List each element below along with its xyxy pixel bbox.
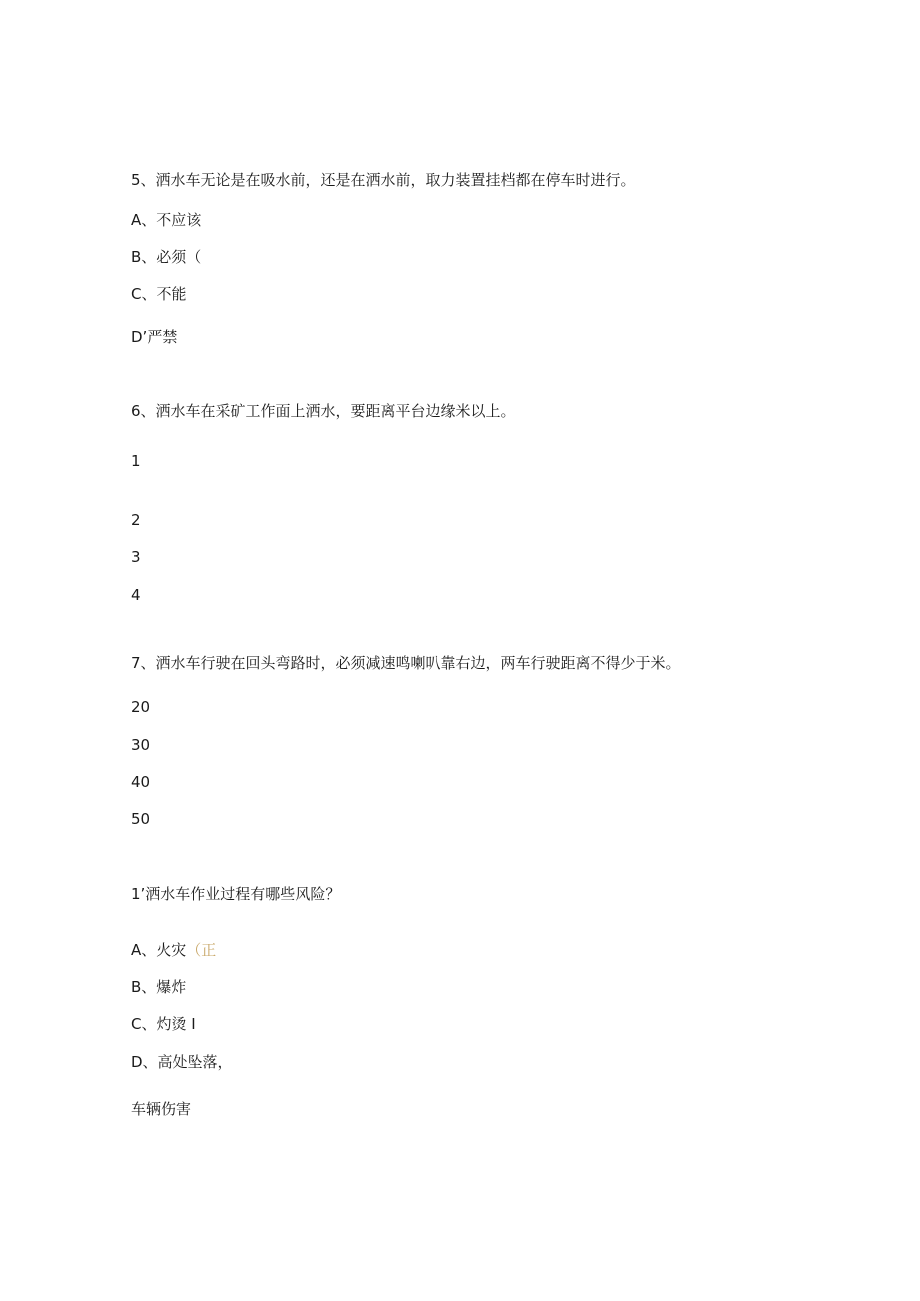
option-a (131, 940, 216, 960)
option-b: B、爆炸 (131, 978, 187, 996)
option-30: 30 (131, 736, 151, 754)
option-2: 2 (131, 511, 141, 529)
option-c: C、不能 (131, 285, 187, 303)
option-40: 40 (131, 773, 151, 791)
option-50: 50 (131, 810, 151, 828)
answer-mark: （正 (186, 941, 217, 959)
option-a-text: A、火灾 (131, 941, 187, 959)
question-text: 5、洒水车无论是在吸水前，还是在洒水前，取力装置挂档都在停车时进行。 (131, 171, 636, 189)
option-e: 车辆伤害 (131, 1100, 192, 1118)
option-d: D、高处坠落， (131, 1053, 233, 1071)
option-20: 20 (131, 698, 151, 716)
option-1: 1 (131, 452, 141, 470)
question-text: 6、洒水车在采矿工作面上洒水，要距离平台边缘米以上。 (131, 402, 516, 420)
question-text: 1’洒水车作业过程有哪些风险？ (131, 885, 341, 903)
option-c: C、灼烫 I (131, 1015, 196, 1033)
option-3: 3 (131, 548, 141, 566)
question-text: 7、洒水车行驶在回头弯路时，必须减速鸣喇叭靠右边，两车行驶距离不得少于米。 (131, 654, 681, 672)
option-4: 4 (131, 586, 141, 604)
option-d: D’严禁 (131, 328, 178, 346)
option-a: A、不应该 (131, 211, 202, 229)
option-b: B、必须（ (131, 248, 202, 266)
